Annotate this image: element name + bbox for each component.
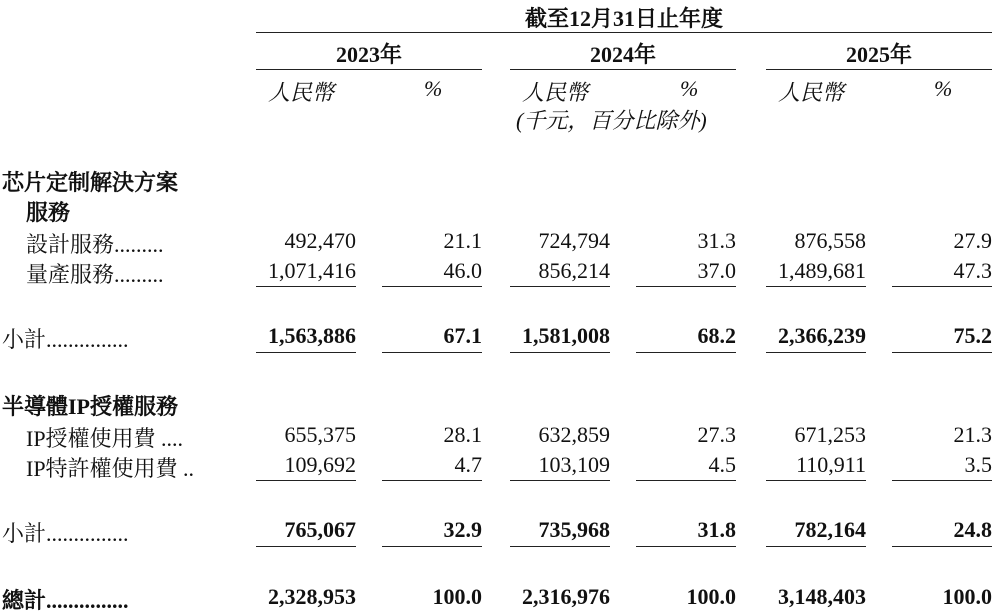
total-value: 2,316,976 bbox=[522, 584, 610, 609]
subtotal-underline bbox=[256, 546, 356, 547]
year-2024-rule bbox=[510, 69, 736, 70]
subtotal-value: 765,067 bbox=[284, 517, 356, 542]
subtotal-percent: 68.2 bbox=[697, 323, 736, 348]
subtotal-percent: 32.9 bbox=[443, 517, 482, 542]
subtotal-underline bbox=[892, 546, 992, 547]
currency-header-2024: 人民幣 bbox=[522, 80, 589, 105]
percent-header-2025: % bbox=[934, 76, 953, 101]
section-title: 半導體IP授權服務 bbox=[2, 394, 179, 419]
value-cell: 1,071,416 bbox=[268, 258, 356, 283]
subtotal-rule bbox=[256, 286, 356, 287]
year-2025-header: 2025年 bbox=[845, 42, 912, 67]
percent-header-2024: % bbox=[680, 76, 699, 101]
subtotal-underline bbox=[636, 546, 736, 547]
subtotal-underline bbox=[636, 352, 736, 353]
subtotal-rule bbox=[382, 286, 482, 287]
currency-header-2025: 人民幣 bbox=[778, 80, 845, 105]
percent-cell: 27.9 bbox=[953, 228, 992, 253]
year-2024-header: 2024年 bbox=[589, 42, 656, 67]
total-percent: 100.0 bbox=[686, 584, 736, 609]
value-cell: 856,214 bbox=[538, 258, 610, 283]
header-rule bbox=[256, 32, 992, 33]
percent-cell: 4.5 bbox=[708, 452, 736, 477]
row-label: 設計服務......... bbox=[26, 232, 164, 257]
subtotal-value: 2,366,239 bbox=[778, 323, 866, 348]
subtotal-underline bbox=[766, 352, 866, 353]
total-percent: 100.0 bbox=[942, 584, 992, 609]
total-percent: 100.0 bbox=[432, 584, 482, 609]
value-cell: 103,109 bbox=[538, 452, 610, 477]
row-label: 量產服務......... bbox=[26, 262, 164, 287]
value-cell: 724,794 bbox=[538, 228, 610, 253]
subtotal-underline bbox=[510, 546, 610, 547]
subtotal-underline bbox=[382, 546, 482, 547]
subtotal-underline bbox=[766, 546, 866, 547]
percent-cell: 37.0 bbox=[697, 258, 736, 283]
subtotal-percent: 31.8 bbox=[697, 517, 736, 542]
value-cell: 1,489,681 bbox=[778, 258, 866, 283]
percent-cell: 27.3 bbox=[697, 422, 736, 447]
percent-cell: 46.0 bbox=[443, 258, 482, 283]
year-2023-rule bbox=[256, 69, 482, 70]
percent-cell: 21.1 bbox=[443, 228, 482, 253]
value-cell: 492,470 bbox=[284, 228, 356, 253]
percent-cell: 21.3 bbox=[953, 422, 992, 447]
unit-note: (千元，百分比除外) bbox=[516, 108, 707, 133]
section-title-cont: 服務 bbox=[26, 200, 71, 225]
subtotal-rule bbox=[510, 480, 610, 481]
year-2023-header: 2023年 bbox=[335, 42, 402, 67]
subtotal-percent: 75.2 bbox=[953, 323, 992, 348]
total-label: 總計............... bbox=[2, 588, 129, 613]
total-value: 3,148,403 bbox=[778, 584, 866, 609]
percent-cell: 3.5 bbox=[964, 452, 992, 477]
row-label: IP特許權使用費 .. bbox=[26, 456, 195, 481]
subtotal-label: 小計............... bbox=[2, 327, 129, 352]
value-cell: 109,692 bbox=[284, 452, 356, 477]
subtotal-rule bbox=[892, 480, 992, 481]
value-cell: 671,253 bbox=[794, 422, 866, 447]
subtotal-underline bbox=[256, 352, 356, 353]
currency-header-2023: 人民幣 bbox=[268, 80, 335, 105]
row-label: IP授權使用費 .... bbox=[26, 426, 184, 451]
subtotal-rule bbox=[892, 286, 992, 287]
subtotal-underline bbox=[510, 352, 610, 353]
subtotal-value: 1,563,886 bbox=[268, 323, 356, 348]
subtotal-percent: 24.8 bbox=[953, 517, 992, 542]
subtotal-value: 1,581,008 bbox=[522, 323, 610, 348]
value-cell: 655,375 bbox=[284, 422, 356, 447]
subtotal-value: 782,164 bbox=[794, 517, 866, 542]
value-cell: 876,558 bbox=[794, 228, 866, 253]
subtotal-rule bbox=[510, 286, 610, 287]
percent-cell: 47.3 bbox=[953, 258, 992, 283]
total-value: 2,328,953 bbox=[268, 584, 356, 609]
subtotal-rule bbox=[636, 480, 736, 481]
percent-cell: 31.3 bbox=[697, 228, 736, 253]
value-cell: 632,859 bbox=[538, 422, 610, 447]
subtotal-value: 735,968 bbox=[538, 517, 610, 542]
section-title: 芯片定制解決方案 bbox=[2, 170, 179, 195]
subtotal-rule bbox=[636, 286, 736, 287]
year-2025-rule bbox=[766, 69, 992, 70]
subtotal-rule bbox=[766, 286, 866, 287]
value-cell: 110,911 bbox=[796, 452, 866, 477]
percent-cell: 28.1 bbox=[443, 422, 482, 447]
subtotal-rule bbox=[382, 480, 482, 481]
subtotal-label: 小計............... bbox=[2, 521, 129, 546]
subtotal-rule bbox=[766, 480, 866, 481]
subtotal-percent: 67.1 bbox=[443, 323, 482, 348]
percent-cell: 4.7 bbox=[454, 452, 482, 477]
subtotal-rule bbox=[256, 480, 356, 481]
period-header: 截至12月31日止年度 bbox=[524, 6, 723, 31]
percent-header-2023: % bbox=[424, 76, 443, 101]
subtotal-underline bbox=[382, 352, 482, 353]
subtotal-underline bbox=[892, 352, 992, 353]
